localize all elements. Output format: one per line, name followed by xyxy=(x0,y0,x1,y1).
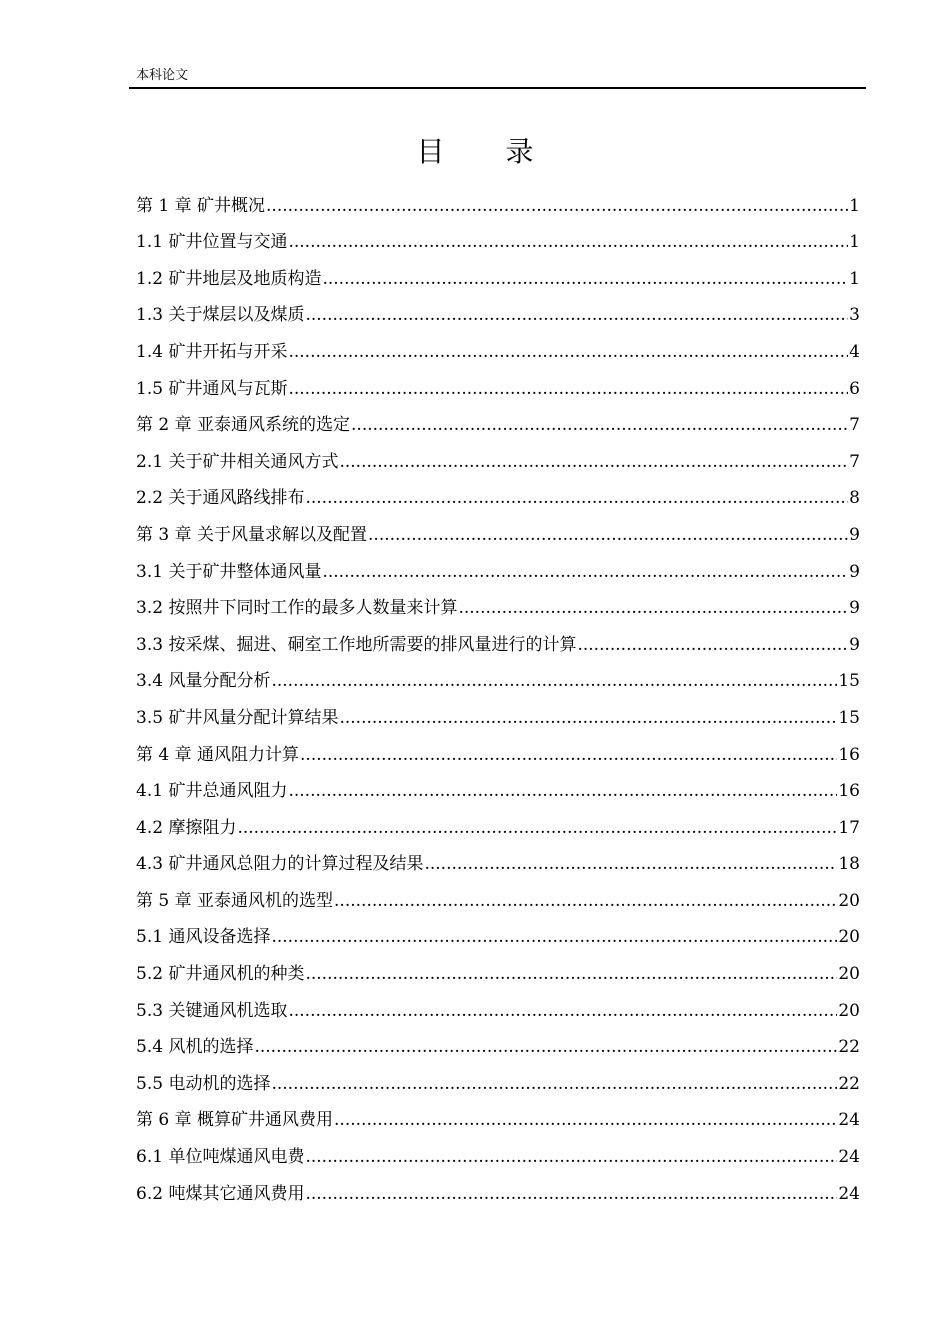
toc-page-number: 7 xyxy=(849,451,860,472)
toc-dot-leader xyxy=(271,1066,837,1102)
toc-dot-leader xyxy=(300,737,837,773)
toc-page-number: 16 xyxy=(838,744,860,765)
toc-page-number: 20 xyxy=(838,1000,860,1021)
toc-dot-leader xyxy=(305,1139,837,1175)
toc-dot-leader xyxy=(424,846,837,882)
toc-page-number: 24 xyxy=(838,1147,860,1168)
toc-dot-leader xyxy=(254,1029,837,1065)
toc-entry-title: 5.3 关键通风机选取 xyxy=(136,1000,288,1021)
toc-entry-title: 3.5 矿井风量分配计算结果 xyxy=(136,707,339,728)
toc-page-number: 1 xyxy=(849,195,860,216)
toc-dot-leader xyxy=(305,480,848,516)
toc-entry-title: 6.1 单位吨煤通风电费 xyxy=(136,1147,305,1168)
toc-page-number: 20 xyxy=(838,927,860,948)
toc-entry[interactable] xyxy=(136,516,860,553)
toc-page-number: 9 xyxy=(849,634,860,655)
toc-entry[interactable] xyxy=(136,443,860,480)
toc-entry-title: 1.4 矿井开拓与开采 xyxy=(136,341,288,362)
toc-entry-title: 3.4 风量分配分析 xyxy=(136,671,271,692)
toc-entry-title: 5.2 矿井通风机的种类 xyxy=(136,964,305,985)
toc-entry[interactable] xyxy=(136,224,860,261)
toc-entry[interactable] xyxy=(136,187,860,224)
toc-entry-title: 4.2 摩擦阻力 xyxy=(136,817,237,838)
toc-entry[interactable] xyxy=(136,370,860,407)
toc-entry-title: 第 1 章 矿井概况 xyxy=(136,195,266,216)
toc-entry[interactable] xyxy=(136,1065,860,1102)
toc-entry[interactable] xyxy=(136,882,860,919)
toc-entry-title: 5.4 风机的选择 xyxy=(136,1037,254,1058)
toc-page-number: 18 xyxy=(838,854,860,875)
toc-entry[interactable] xyxy=(136,809,860,846)
toc-dot-leader xyxy=(368,517,848,553)
toc-page-number: 16 xyxy=(838,781,860,802)
toc-dot-leader xyxy=(288,371,848,407)
toc-entry[interactable] xyxy=(136,663,860,700)
header-divider xyxy=(129,87,866,89)
toc-dot-leader xyxy=(334,883,837,919)
toc-page-number: 7 xyxy=(849,415,860,436)
toc-entry[interactable] xyxy=(136,992,860,1029)
toc-dot-leader xyxy=(288,334,848,370)
toc-dot-leader xyxy=(271,663,837,699)
toc-dot-leader xyxy=(322,554,848,590)
toc-dot-leader xyxy=(339,444,848,480)
toc-entry[interactable] xyxy=(136,919,860,956)
toc-page-number: 9 xyxy=(849,561,860,582)
toc-entry[interactable] xyxy=(136,590,860,627)
toc-dot-leader xyxy=(339,700,837,736)
toc-entry-title: 1.2 矿井地层及地质构造 xyxy=(136,268,322,289)
toc-entry-title: 4.3 矿井通风总阻力的计算过程及结果 xyxy=(136,854,424,875)
toc-entry-title: 3.2 按照井下同时工作的最多人数量来计算 xyxy=(136,598,458,619)
toc-entry[interactable] xyxy=(136,407,860,444)
toc-entry[interactable] xyxy=(136,1102,860,1139)
toc-page-number: 22 xyxy=(838,1073,860,1094)
toc-entry[interactable] xyxy=(136,1138,860,1175)
toc-dot-leader xyxy=(305,297,848,333)
toc-page-number: 15 xyxy=(838,707,860,728)
toc-page-number: 15 xyxy=(838,671,860,692)
toc-entry-title: 6.2 吨煤其它通风费用 xyxy=(136,1183,305,1204)
toc-dot-leader xyxy=(305,956,837,992)
running-header: 本科论文 xyxy=(136,68,189,83)
toc-page-number: 20 xyxy=(838,964,860,985)
toc-entry-title: 第 2 章 亚泰通风系统的选定 xyxy=(136,415,351,436)
table-of-contents xyxy=(136,187,860,1212)
toc-dot-leader xyxy=(288,993,837,1029)
toc-entry-title: 5.5 电动机的选择 xyxy=(136,1073,271,1094)
toc-dot-leader xyxy=(305,1176,837,1212)
toc-page-number: 3 xyxy=(849,305,860,326)
toc-dot-leader xyxy=(577,627,848,663)
toc-dot-leader xyxy=(271,919,837,955)
toc-entry-title: 1.5 矿井通风与瓦斯 xyxy=(136,378,288,399)
toc-entry[interactable] xyxy=(136,1175,860,1212)
toc-entry-title: 2.1 关于矿井相关通风方式 xyxy=(136,451,339,472)
toc-dot-leader xyxy=(351,407,848,443)
toc-entry[interactable] xyxy=(136,333,860,370)
toc-page-number: 8 xyxy=(849,488,860,509)
toc-entry[interactable] xyxy=(136,773,860,810)
toc-page-number: 1 xyxy=(849,232,860,253)
toc-page-number: 17 xyxy=(838,817,860,838)
toc-page-number: 9 xyxy=(849,524,860,545)
toc-entry-title: 2.2 关于通风路线排布 xyxy=(136,488,305,509)
toc-dot-leader xyxy=(288,773,837,809)
toc-entry-title: 第 4 章 通风阻力计算 xyxy=(136,744,300,765)
toc-entry-title: 第 6 章 概算矿井通风费用 xyxy=(136,1110,334,1131)
toc-entry[interactable] xyxy=(136,297,860,334)
toc-page-number: 1 xyxy=(849,268,860,289)
toc-page-number: 6 xyxy=(849,378,860,399)
toc-page-number: 24 xyxy=(838,1110,860,1131)
toc-entry-title: 3.1 关于矿井整体通风量 xyxy=(136,561,322,582)
toc-dot-leader xyxy=(458,590,848,626)
toc-entry-title: 4.1 矿井总通风阻力 xyxy=(136,781,288,802)
toc-page-number: 9 xyxy=(849,598,860,619)
toc-entry[interactable] xyxy=(136,955,860,992)
toc-entry[interactable] xyxy=(136,699,860,736)
toc-entry-title: 第 3 章 关于风量求解以及配置 xyxy=(136,524,368,545)
toc-entry-title: 3.3 按采煤、掘进、硐室工作地所需要的排风量进行的计算 xyxy=(136,634,577,655)
toc-entry-title: 第 5 章 亚泰通风机的选型 xyxy=(136,890,334,911)
toc-entry[interactable] xyxy=(136,626,860,663)
toc-dot-leader xyxy=(288,224,848,260)
toc-dot-leader xyxy=(322,261,848,297)
toc-entry[interactable] xyxy=(136,846,860,883)
toc-dot-leader xyxy=(266,188,848,224)
toc-title: 目 录 xyxy=(416,135,560,168)
toc-page-number: 4 xyxy=(849,341,860,362)
toc-page-number: 22 xyxy=(838,1037,860,1058)
toc-entry-title: 5.1 通风设备选择 xyxy=(136,927,271,948)
toc-entry[interactable] xyxy=(136,480,860,517)
toc-dot-leader xyxy=(334,1102,837,1138)
toc-entry[interactable] xyxy=(136,736,860,773)
toc-dot-leader xyxy=(237,810,837,846)
toc-page-number: 20 xyxy=(838,890,860,911)
toc-entry-title: 1.3 关于煤层以及煤质 xyxy=(136,305,305,326)
toc-entry-title: 1.1 矿井位置与交通 xyxy=(136,232,288,253)
toc-entry[interactable] xyxy=(136,553,860,590)
toc-entry[interactable] xyxy=(136,260,860,297)
toc-entry[interactable] xyxy=(136,1029,860,1066)
toc-page-number: 24 xyxy=(838,1183,860,1204)
